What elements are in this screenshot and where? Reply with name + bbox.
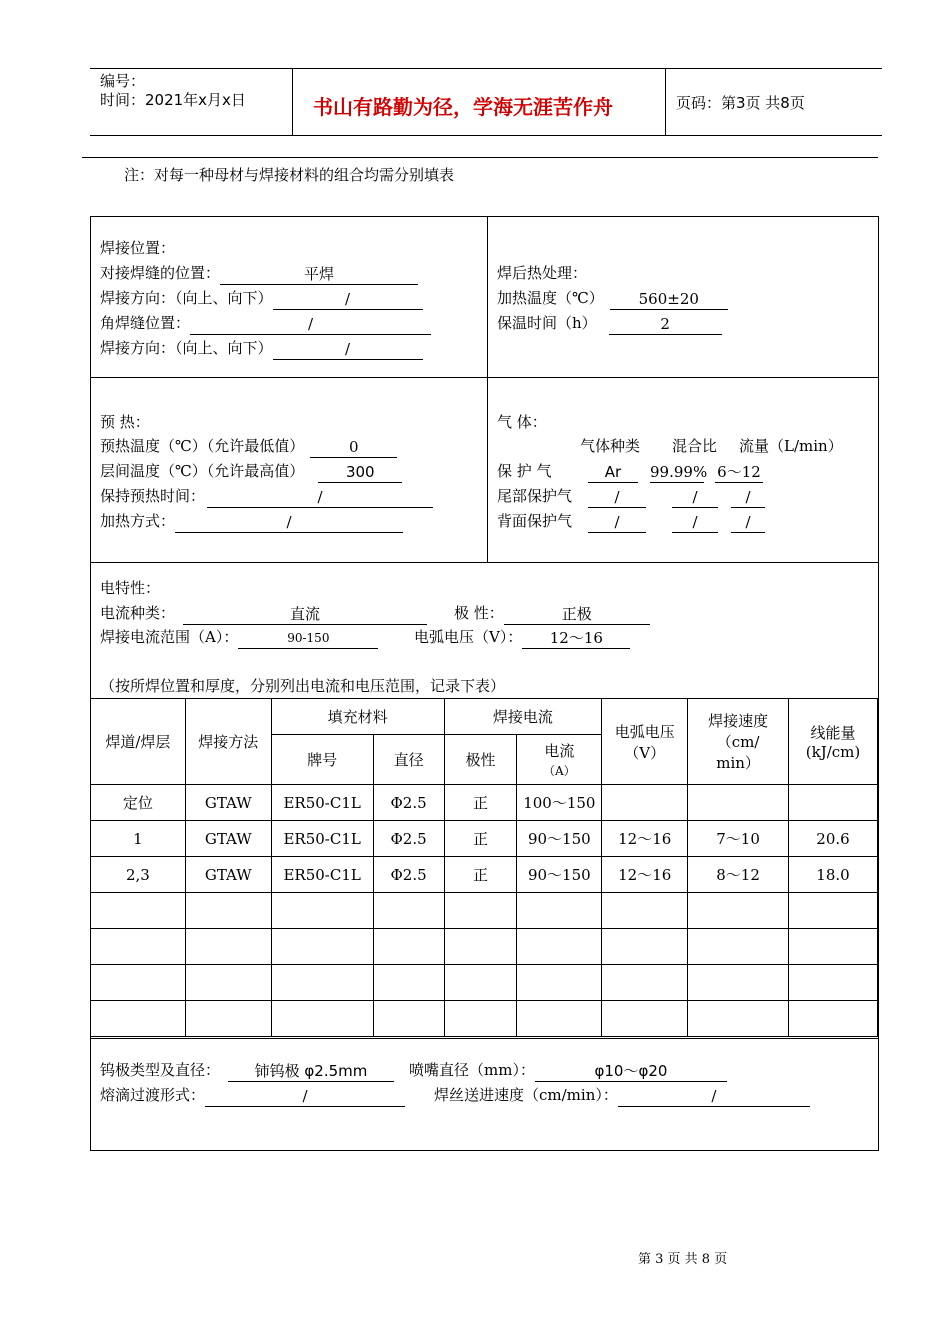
table-row [91, 965, 878, 1001]
cell-heat-input[interactable] [789, 893, 878, 929]
preheat-hold-label: 保持预热时间： [100, 487, 206, 505]
direction-label: 焊接方向：（向上、向下） [100, 289, 273, 307]
serial-label: 编号： [100, 72, 146, 90]
shield-gas-mix[interactable]: 99.99% [650, 463, 708, 481]
cell-brand[interactable] [271, 965, 373, 1001]
cell-method[interactable]: GTAW [185, 857, 271, 893]
preheat-temp-label: 预热温度（℃）（允许最低值） [100, 437, 305, 455]
cell-polarity[interactable] [444, 929, 517, 965]
cell-speed[interactable] [688, 929, 789, 965]
gas-col-mix: 混合比 [672, 437, 718, 455]
cell-brand[interactable] [271, 893, 373, 929]
cell-brand[interactable] [271, 1001, 373, 1037]
cell-current[interactable]: 100～150 [517, 785, 602, 821]
cell-diameter[interactable] [373, 965, 444, 1001]
table-row [91, 929, 878, 965]
cell-pass[interactable] [91, 965, 186, 1001]
current-range-label: 焊接电流范围（A）： [100, 628, 239, 646]
gas-title: 气 体： [497, 413, 547, 431]
shield-gas-flow[interactable]: 6～12 [715, 464, 763, 483]
fillet-position-label: 角焊缝位置： [100, 314, 191, 332]
header-filler: 填充材料 [271, 699, 444, 735]
polarity-field[interactable]: 正极 [504, 606, 650, 625]
trail-gas-mix[interactable]: / [672, 489, 718, 508]
preheat-hold-field[interactable]: / [207, 489, 433, 508]
header-amp: 电流 （A） [517, 735, 602, 785]
pwht-hold-field[interactable]: 2 [609, 316, 722, 335]
cell-speed[interactable] [688, 965, 789, 1001]
cell-brand[interactable]: ER50-C1L [271, 785, 373, 821]
cell-heat-input[interactable] [789, 929, 878, 965]
time-label: 时间：2021年x月x日 [100, 91, 246, 109]
cell-heat-input[interactable] [789, 1001, 878, 1037]
arc-voltage-field[interactable]: 12～16 [522, 630, 630, 649]
cell-method[interactable]: GTAW [185, 821, 271, 857]
electric-title: 电特性： [100, 579, 161, 597]
cell-current[interactable] [517, 929, 602, 965]
table-row [91, 1001, 878, 1037]
transfer-field[interactable]: / [205, 1088, 405, 1107]
cell-heat-input[interactable] [789, 965, 878, 1001]
cell-heat-input[interactable] [789, 785, 878, 821]
note: 注：对每一种母材与焊接材料的组合均需分别填表 [124, 166, 455, 184]
table-note: （按所焊位置和厚度，分别列出电流和电压范围，记录下表） [100, 677, 506, 695]
cell-speed[interactable] [688, 1001, 789, 1037]
cell-polarity[interactable]: 正 [444, 857, 517, 893]
cell-diameter[interactable]: Φ2.5 [373, 857, 444, 893]
header-diameter: 直径 [373, 735, 444, 785]
back-gas-label: 背面保护气 [497, 512, 573, 530]
trail-gas-flow[interactable]: / [731, 489, 765, 508]
heating-method-field[interactable]: / [175, 514, 403, 533]
direction-field[interactable]: / [273, 291, 423, 310]
table-row [91, 857, 878, 893]
header-heat-input: 线能量 (kJ/cm) [789, 699, 878, 785]
gas-col-type: 气体种类 [580, 437, 641, 455]
cell-method[interactable] [185, 965, 271, 1001]
position-title: 焊接位置： [100, 239, 176, 257]
parameter-table [90, 698, 878, 1037]
cell-method[interactable] [185, 1001, 271, 1037]
cell-current[interactable] [517, 893, 602, 929]
interpass-temp-field[interactable]: 300 [318, 464, 402, 483]
cell-pass[interactable]: 1 [91, 821, 186, 857]
cell-polarity[interactable]: 正 [444, 785, 517, 821]
page-label: 页码：第3页 共8页 [676, 94, 805, 112]
cell-diameter[interactable] [373, 893, 444, 929]
pwht-title: 焊后热处理： [497, 264, 588, 282]
header-divider [82, 157, 878, 158]
trail-gas-type[interactable]: / [588, 489, 646, 508]
cell-speed[interactable] [688, 893, 789, 929]
back-gas-mix[interactable]: / [672, 514, 718, 533]
cell-current[interactable]: 90～150 [517, 821, 602, 857]
interpass-temp-label: 层间温度（℃）（允许最高值） [100, 462, 305, 480]
fillet-position-field[interactable]: / [190, 316, 431, 335]
header-polarity: 极性 [444, 735, 517, 785]
cell-brand[interactable]: ER50-C1L [271, 857, 373, 893]
cell-speed[interactable]: 8～12 [688, 857, 789, 893]
nozzle-label: 喷嘴直径（mm）： [409, 1061, 535, 1079]
wire-speed-label: 焊丝送进速度（cm/min）： [434, 1086, 618, 1104]
current-type-label: 电流种类： [100, 604, 176, 622]
transfer-label: 熔滴过渡形式： [100, 1086, 206, 1104]
nozzle-field[interactable]: φ10～φ20 [535, 1063, 727, 1082]
motto: 书山有路勤为径，学海无涯苦作舟 [313, 95, 613, 119]
tungsten-label: 钨极类型及直径： [100, 1061, 221, 1079]
trail-gas-label: 尾部保护气 [497, 487, 573, 505]
cell-polarity[interactable] [444, 965, 517, 1001]
cell-method[interactable] [185, 893, 271, 929]
cell-pass[interactable] [91, 1001, 186, 1037]
header-method: 焊接方法 [185, 699, 271, 785]
heating-method-label: 加热方式： [100, 512, 176, 530]
cell-current[interactable] [517, 1001, 602, 1037]
cell-diameter[interactable]: Φ2.5 [373, 785, 444, 821]
cell-method[interactable]: GTAW [185, 785, 271, 821]
table-row [91, 821, 878, 857]
cell-voltage[interactable] [602, 893, 688, 929]
preheat-temp-field[interactable]: 0 [310, 439, 397, 458]
back-gas-flow[interactable]: / [731, 514, 765, 533]
wire-speed-field[interactable]: / [618, 1088, 810, 1107]
cell-voltage[interactable] [602, 785, 688, 821]
header-current: 焊接电流 [444, 699, 602, 735]
cell-polarity[interactable] [444, 1001, 517, 1037]
cell-polarity[interactable]: 正 [444, 821, 517, 857]
preheat-title: 预 热： [100, 413, 150, 431]
shield-gas-type[interactable]: Ar [588, 464, 638, 483]
pwht-temp-label: 加热温度（℃） [497, 289, 604, 307]
polarity-label: 极 性： [454, 604, 504, 622]
back-gas-type[interactable]: / [588, 514, 646, 533]
cell-pass[interactable] [91, 929, 186, 965]
cell-speed[interactable] [688, 785, 789, 821]
cell-voltage[interactable]: 12～16 [602, 821, 688, 857]
pwht-hold-label: 保温时间（h） [497, 314, 597, 332]
cell-diameter[interactable] [373, 1001, 444, 1037]
tungsten-field[interactable]: 铈钨极 φ2.5mm [228, 1063, 394, 1082]
cell-diameter[interactable]: Φ2.5 [373, 821, 444, 857]
page-footer: 第 3 页 共 8 页 [638, 1252, 728, 1267]
header-pass: 焊道/焊层 [91, 699, 186, 785]
gas-col-flow: 流量（L/min） [739, 437, 843, 455]
butt-position-field[interactable]: 平焊 [220, 266, 418, 285]
fillet-direction-label: 焊接方向：（向上、向下） [100, 339, 273, 357]
header-voltage: 电弧电压 （V） [602, 699, 688, 785]
header-speed: 焊接速度 （cm/ min） [688, 699, 789, 785]
cell-diameter[interactable] [373, 929, 444, 965]
cell-heat-input[interactable]: 20.6 [789, 821, 878, 857]
table-row [91, 893, 878, 929]
cell-method[interactable] [185, 929, 271, 965]
arc-voltage-label: 电弧电压（V）： [414, 628, 523, 646]
cell-current[interactable] [517, 965, 602, 1001]
cell-speed[interactable]: 7～10 [688, 821, 789, 857]
cell-brand[interactable]: ER50-C1L [271, 821, 373, 857]
cell-pass[interactable]: 定位 [91, 785, 186, 821]
header-brand: 牌号 [271, 735, 373, 785]
cell-polarity[interactable] [444, 893, 517, 929]
table-row [91, 785, 878, 821]
cell-heat-input[interactable]: 18.0 [789, 857, 878, 893]
cell-current[interactable]: 90～150 [517, 857, 602, 893]
cell-pass[interactable] [91, 893, 186, 929]
shield-gas-label: 保 护 气 [497, 462, 552, 480]
current-type-field[interactable]: 直流 [183, 606, 427, 625]
cell-pass[interactable]: 2,3 [91, 857, 186, 893]
cell-voltage[interactable] [602, 929, 688, 965]
cell-voltage[interactable]: 12～16 [602, 857, 688, 893]
fillet-direction-field[interactable]: / [273, 341, 423, 360]
cell-voltage[interactable] [602, 1001, 688, 1037]
cell-voltage[interactable] [602, 965, 688, 1001]
butt-position-label: 对接焊缝的位置： [100, 264, 221, 282]
pwht-temp-field[interactable]: 560±20 [610, 291, 728, 310]
cell-brand[interactable] [271, 929, 373, 965]
current-range-field[interactable]: 90-150 [238, 630, 378, 649]
